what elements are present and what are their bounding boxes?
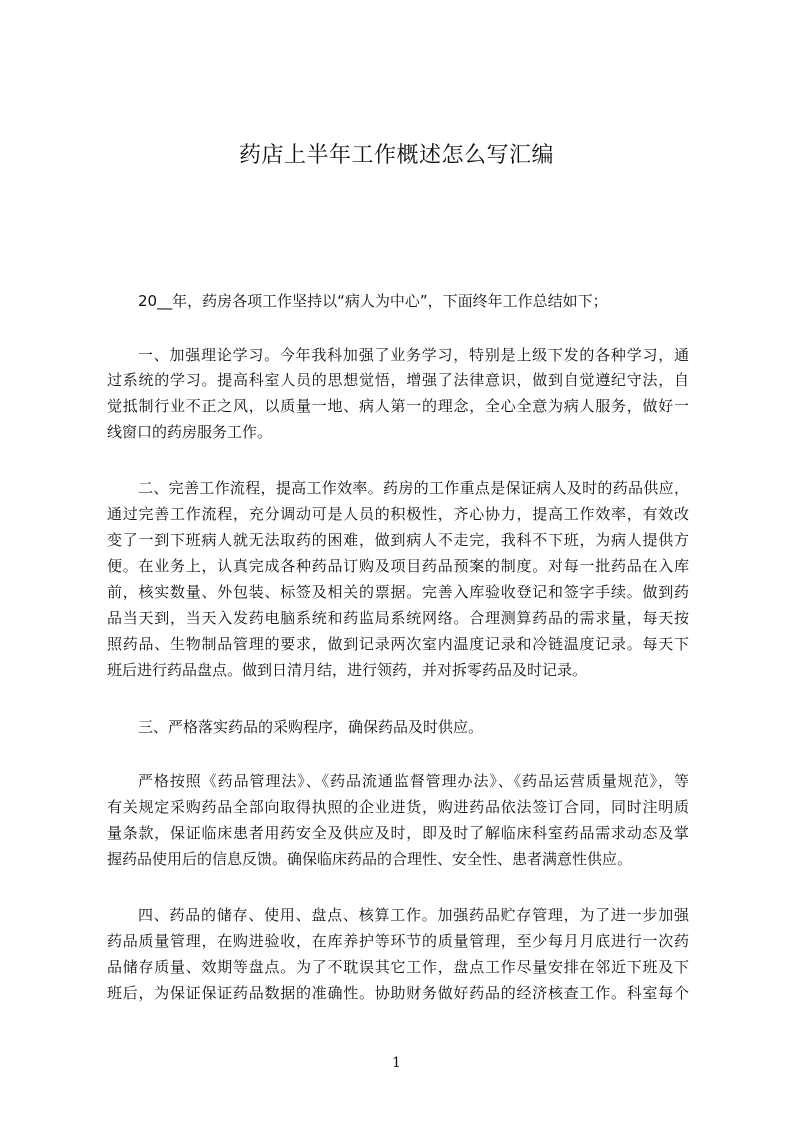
paragraph-2-line-1: 二、完善工作流程，提高工作效率。药房的工作重点是保证病人及时的药品供应， [138, 479, 689, 497]
paragraph-2-line-5: 前，核实数量、外包装、标签及相关的票据。完善入库验收登记和签字手续。做到药 [107, 583, 689, 601]
paragraph-2-line-6: 品当天到，当天入发药电脑系统和药监局系统网络。合理测算药品的需求量，每天按 [107, 609, 689, 627]
paragraph-5-line-4: 班后，为保证保证药品数据的准确性。协助财务做好药品的经济核查工作。科室每个 [107, 984, 689, 1002]
document-title: 药店上半年工作概述怎么写汇编 [238, 143, 554, 168]
paragraph-1-line-1: 一、加强理论学习。今年我科加强了业务学习，特别是上级下发的各种学习，通 [138, 346, 689, 364]
paragraph-4-line-1: 严格按照《药品管理法》、《药品流通监督管理办法》、《药品运营质量规范》，等 [138, 772, 689, 790]
paragraph-2-line-4: 便。在业务上，认真完成各种药品订购及项目药品预案的制度。对每一批药品在入库 [107, 557, 689, 575]
paragraph-4-line-4: 握药品使用后的信息反馈。确保临床药品的合理性、安全性、患者满意性供应。 [107, 850, 633, 868]
paragraph-5-line-3: 品储存质量、效期等盘点。为了不耽误其它工作，盘点工作尽量安排在邻近下班及下 [107, 958, 689, 976]
paragraph-2-line-8: 班后进行药品盘点。做到日清月结，进行领药，并对拆零药品及时记录。 [107, 661, 588, 679]
paragraph-4-line-3: 量条款，保证临床患者用药安全及供应及时，即及时了解临床科室药品需求动态及掌 [107, 824, 689, 842]
paragraph-5-line-2: 药品质量管理，在购进验收，在库养护等环节的质量管理，至少每月月底进行一次药 [107, 932, 689, 950]
page-number: 1 [392, 1055, 401, 1071]
paragraph-4-line-2: 有关规定采购药品全部向取得执照的企业进货，购进药品依法签订合同，同时注明质 [107, 798, 689, 816]
paragraph-5-line-1: 四、药品的储存、使用、盘点、核算工作。加强药品贮存管理，为了进一步加强 [138, 906, 689, 924]
paragraph-intro-line-1: 20__年，药房各项工作坚持以“病人为中心”，下面终年工作总结如下； [138, 292, 608, 310]
paragraph-1-line-2: 过系统的学习。提高科室人员的思想觉悟，增强了法律意识，做到自觉遵纪守法，自 [107, 371, 689, 389]
paragraph-3-line-1: 三、严格落实药品的采购程序，确保药品及时供应。 [138, 718, 484, 736]
paragraph-1-line-4: 线窗口的药房服务工作。 [107, 423, 273, 441]
paragraph-1-line-3: 觉抵制行业不正之风，以质量一地、病人第一的理念，全心全意为病人服务，做好一 [107, 397, 689, 415]
paragraph-2-line-3: 变了一到下班病人就无法取药的困难，做到病人不走完，我科不下班，为病人提供方 [107, 531, 689, 549]
paragraph-2-line-7: 照药品、生物制品管理的要求，做到记录两次室内温度记录和冷链温度记录。每天下 [107, 635, 689, 653]
paragraph-2-line-2: 通过完善工作流程，充分调动可是人员的积极性，齐心协力，提高工作效率，有效改 [107, 505, 689, 523]
